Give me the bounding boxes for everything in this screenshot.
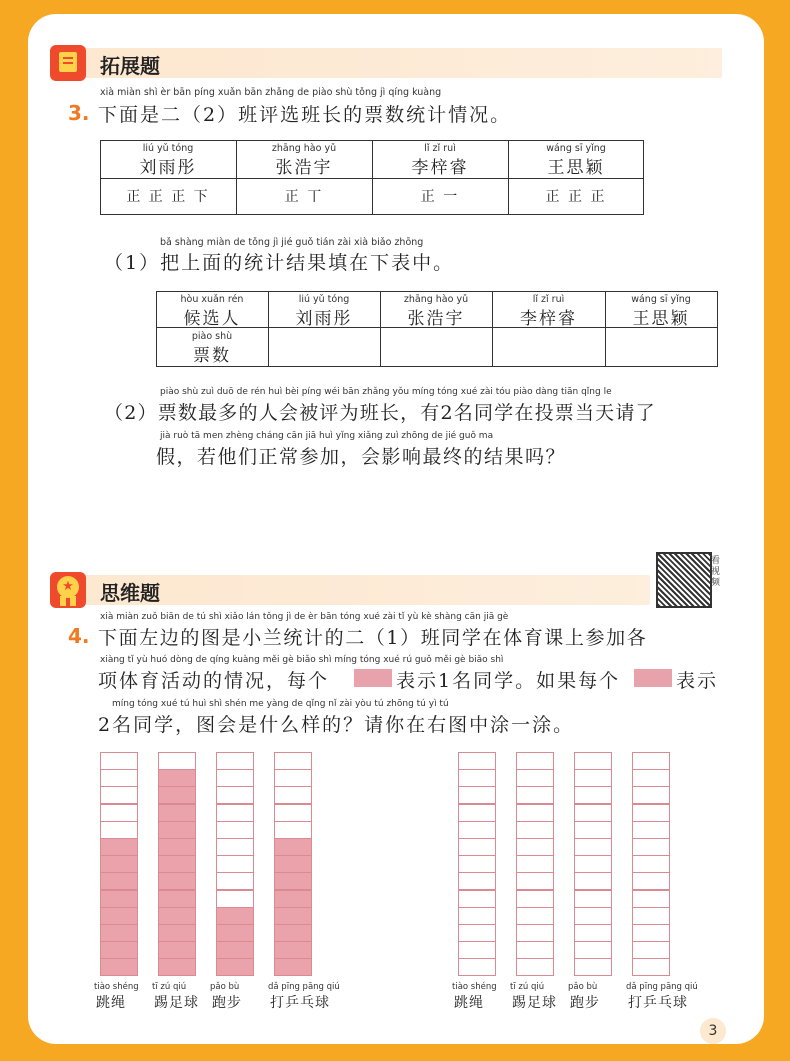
empty-cell[interactable]: [516, 821, 554, 839]
pinyin-line: jià ruò tā men zhèng cháng cān jiā huì yǐng xiǎng zuì zhōng de jié guǒ ma: [160, 431, 494, 441]
name-pinyin: zhāng hào yǔ: [271, 143, 337, 154]
filled-cell: [158, 786, 196, 804]
empty-cell[interactable]: [458, 872, 496, 890]
pinyin-line: míng tóng xué tú huì shì shén me yàng de qǐng nǐ zài yòu tú zhōng tú yì tú: [112, 699, 449, 709]
bar-label: 踢足球: [154, 994, 199, 1011]
unit-square-sample: [634, 669, 672, 687]
candidate-name: 李梓睿: [520, 309, 577, 329]
empty-cell[interactable]: [632, 907, 670, 925]
bar-column: [158, 752, 196, 976]
empty-cell[interactable]: [574, 769, 612, 787]
empty-cell: [216, 786, 254, 804]
vote-input-cell[interactable]: [381, 328, 492, 366]
empty-cell: [216, 890, 254, 908]
empty-cell[interactable]: [458, 786, 496, 804]
filled-cell: [158, 924, 196, 942]
filled-cell: [216, 958, 254, 976]
vote-input-cell[interactable]: [269, 328, 380, 366]
empty-cell[interactable]: [632, 924, 670, 942]
empty-cell: [100, 786, 138, 804]
filled-cell: [158, 941, 196, 959]
empty-cell[interactable]: [574, 924, 612, 942]
empty-cell[interactable]: [458, 958, 496, 976]
empty-cell[interactable]: [632, 752, 670, 770]
vote-input-cell[interactable]: [493, 328, 605, 366]
filled-cell: [274, 907, 312, 925]
bar-column: [100, 752, 138, 976]
empty-cell[interactable]: [632, 838, 670, 856]
filled-cell: [158, 821, 196, 839]
candidate-name: 刘雨彤: [139, 158, 197, 178]
filled-cell: [158, 907, 196, 925]
filled-cell: [100, 872, 138, 890]
candidate-name: 王思颖: [547, 158, 605, 178]
empty-cell[interactable]: [516, 855, 554, 873]
empty-cell[interactable]: [632, 769, 670, 787]
candidate-name: 张浩宇: [275, 158, 333, 178]
name-pinyin: liú yǔ tóng: [142, 143, 194, 154]
empty-cell[interactable]: [458, 821, 496, 839]
pinyin-line: xiàng tǐ yù huó dòng de qíng kuàng měi gè biǎo shì míng tóng xué rú guǒ měi gè biǎo shì: [100, 655, 504, 665]
empty-cell[interactable]: [632, 890, 670, 908]
empty-cell[interactable]: [632, 786, 670, 804]
book-icon: [50, 45, 86, 81]
empty-cell[interactable]: [458, 838, 496, 856]
bar-label-pinyin: pǎo bù: [210, 981, 240, 992]
candidate-name: 张浩宇: [407, 309, 465, 329]
tally-marks: 正 一: [420, 189, 460, 205]
bar-label-pinyin: tiào shéng: [452, 981, 497, 992]
filled-cell: [158, 872, 196, 890]
empty-cell: [216, 804, 254, 822]
empty-cell[interactable]: [516, 804, 554, 822]
empty-cell[interactable]: [516, 941, 554, 959]
section-header-thinking: [54, 575, 650, 605]
medal-icon: ★: [50, 572, 86, 608]
name-pinyin: zhāng hào yǔ: [403, 294, 469, 305]
empty-cell[interactable]: [574, 804, 612, 822]
header-candidate: 候选人: [183, 309, 241, 329]
empty-cell[interactable]: [574, 821, 612, 839]
empty-cell[interactable]: [574, 890, 612, 908]
question-number: 4.: [68, 624, 90, 648]
filled-cell: [216, 941, 254, 959]
row-votes: 票数: [193, 346, 231, 366]
name-pinyin: lǐ zǐ ruì: [532, 294, 565, 305]
sub-question-2: （2）票数最多的人会被评为班长，有2名同学在投票当天请了: [104, 402, 656, 424]
bar-column: [216, 752, 254, 976]
empty-cell: [274, 804, 312, 822]
bar-label-pinyin: tī zú qiú: [510, 981, 545, 992]
filled-cell: [158, 769, 196, 787]
bar-label-pinyin: pǎo bù: [568, 981, 598, 992]
section-title: 拓展题: [100, 54, 160, 78]
empty-cell[interactable]: [516, 786, 554, 804]
filled-cell: [158, 804, 196, 822]
empty-cell[interactable]: [632, 958, 670, 976]
empty-cell: [100, 804, 138, 822]
name-pinyin: wáng sī yǐng: [546, 143, 606, 154]
empty-cell[interactable]: [574, 786, 612, 804]
bar-label: 跳绳: [96, 994, 126, 1011]
bar-column[interactable]: [458, 752, 496, 976]
question-number: 3.: [68, 101, 90, 125]
bar-column[interactable]: [516, 752, 554, 976]
row-pinyin: piào shù: [191, 331, 233, 342]
filled-cell: [274, 855, 312, 873]
question-text: 项体育活动的情况，每个: [98, 670, 330, 692]
unit-square-sample: [354, 669, 392, 687]
bar-label: 跳绳: [454, 994, 484, 1011]
filled-cell: [100, 838, 138, 856]
empty-cell[interactable]: [632, 872, 670, 890]
empty-cell[interactable]: [574, 838, 612, 856]
empty-cell: [274, 821, 312, 839]
empty-cell: [100, 821, 138, 839]
watch-video-label: 看视频: [711, 556, 721, 588]
empty-cell[interactable]: [516, 958, 554, 976]
bar-column[interactable]: [574, 752, 612, 976]
empty-cell[interactable]: [458, 941, 496, 959]
section-title: 思维题: [100, 581, 160, 605]
filled-cell: [274, 838, 312, 856]
filled-cell: [158, 890, 196, 908]
vote-input-cell[interactable]: [606, 328, 717, 366]
empty-cell[interactable]: [516, 769, 554, 787]
empty-cell[interactable]: [516, 752, 554, 770]
empty-cell: [216, 872, 254, 890]
filled-cell: [158, 838, 196, 856]
empty-cell: [158, 752, 196, 770]
qr-code[interactable]: [656, 552, 712, 608]
empty-cell[interactable]: [458, 752, 496, 770]
filled-cell: [100, 924, 138, 942]
empty-cell[interactable]: [632, 941, 670, 959]
filled-cell: [274, 872, 312, 890]
tally-marks: 正 丅: [284, 189, 324, 205]
empty-cell: [274, 786, 312, 804]
bar-column[interactable]: [632, 752, 670, 976]
filled-cell: [100, 941, 138, 959]
filled-cell: [100, 958, 138, 976]
empty-cell[interactable]: [516, 838, 554, 856]
bar-label: 跑步: [570, 994, 600, 1011]
empty-cell[interactable]: [632, 855, 670, 873]
pinyin-line: xià miàn zuǒ biān de tú shì xiǎo lán tǒng jì de èr bān tóng xué zài tǐ yù kè shàng cān jiā gè: [100, 612, 509, 622]
bar-label: 踢足球: [512, 994, 557, 1011]
name-pinyin: liú yǔ tóng: [298, 294, 350, 305]
filled-cell: [274, 924, 312, 942]
candidate-name: 刘雨彤: [295, 309, 353, 329]
empty-cell[interactable]: [458, 855, 496, 873]
empty-cell[interactable]: [574, 872, 612, 890]
name-pinyin: lǐ zǐ ruì: [424, 143, 456, 154]
empty-cell[interactable]: [516, 924, 554, 942]
bar-label: 打乒乓球: [270, 994, 330, 1011]
candidate-name: 王思颖: [632, 309, 690, 329]
empty-cell[interactable]: [574, 941, 612, 959]
empty-cell: [216, 752, 254, 770]
empty-cell[interactable]: [516, 890, 554, 908]
empty-cell[interactable]: [458, 769, 496, 787]
name-pinyin: wáng sī yǐng: [631, 294, 691, 305]
empty-cell[interactable]: [458, 924, 496, 942]
pinyin-line: bǎ shàng miàn de tǒng jì jié guǒ tián zài xià biǎo zhōng: [160, 237, 424, 248]
filled-cell: [100, 855, 138, 873]
empty-cell: [274, 769, 312, 787]
empty-cell: [216, 821, 254, 839]
question-text: 下面左边的图是小兰统计的二（1）班同学在体育课上参加各: [98, 627, 648, 649]
sub-question-1: （1）把上面的统计结果填在下表中。: [104, 252, 455, 274]
question-text: 下面是二（2）班评选班长的票数统计情况。: [98, 104, 512, 126]
filled-cell: [274, 890, 312, 908]
sub-question-2-cont: 假，若他们正常参加，会影响最终的结果吗？: [156, 446, 567, 468]
question-text: 表示: [676, 670, 719, 692]
bar-label: 跑步: [212, 994, 242, 1011]
empty-cell[interactable]: [516, 907, 554, 925]
empty-cell[interactable]: [574, 855, 612, 873]
page-number: 3: [700, 1018, 726, 1044]
empty-cell[interactable]: [574, 958, 612, 976]
pinyin-line: piào shù zuì duō de rén huì bèi píng wéi bān zhǎng yǒu míng tóng xué zài tóu piào dàng tiān qǐng le: [160, 387, 612, 397]
bar-label: 打乒乓球: [628, 994, 688, 1011]
filled-cell: [158, 855, 196, 873]
tally-marks: 正 正 正: [545, 189, 607, 205]
empty-cell: [100, 769, 138, 787]
empty-cell[interactable]: [516, 872, 554, 890]
empty-cell: [216, 855, 254, 873]
empty-cell: [100, 752, 138, 770]
candidate-name: 李梓睿: [411, 158, 469, 178]
section-header-extension: [54, 48, 722, 78]
empty-cell: [216, 769, 254, 787]
empty-cell[interactable]: [458, 907, 496, 925]
empty-cell[interactable]: [632, 821, 670, 839]
filled-cell: [100, 890, 138, 908]
bar-label-pinyin: tiào shéng: [94, 981, 139, 992]
filled-cell: [216, 924, 254, 942]
filled-cell: [216, 907, 254, 925]
bar-label-pinyin: dǎ pīng pāng qiú: [626, 981, 698, 992]
pinyin-line: xià miàn shì èr bān píng xuǎn bān zhǎng de piào shù tǒng jì qíng kuàng: [100, 87, 442, 98]
question-text: 表示1名同学。如果每个: [396, 670, 621, 692]
empty-cell: [274, 752, 312, 770]
bar-label-pinyin: tī zú qiú: [152, 981, 187, 992]
header-pinyin: hòu xuǎn rén: [180, 294, 244, 305]
bar-column: [274, 752, 312, 976]
question-text: 2名同学，图会是什么样的？请你在右图中涂一涂。: [98, 714, 575, 736]
bar-label-pinyin: dǎ pīng pāng qiú: [268, 981, 340, 992]
empty-cell[interactable]: [458, 890, 496, 908]
empty-cell[interactable]: [458, 804, 496, 822]
filled-cell: [274, 941, 312, 959]
empty-cell[interactable]: [574, 907, 612, 925]
filled-cell: [274, 958, 312, 976]
filled-cell: [158, 958, 196, 976]
empty-cell[interactable]: [574, 752, 612, 770]
tally-marks: 正 正 正 下: [126, 189, 210, 205]
empty-cell: [216, 838, 254, 856]
empty-cell[interactable]: [632, 804, 670, 822]
filled-cell: [100, 907, 138, 925]
